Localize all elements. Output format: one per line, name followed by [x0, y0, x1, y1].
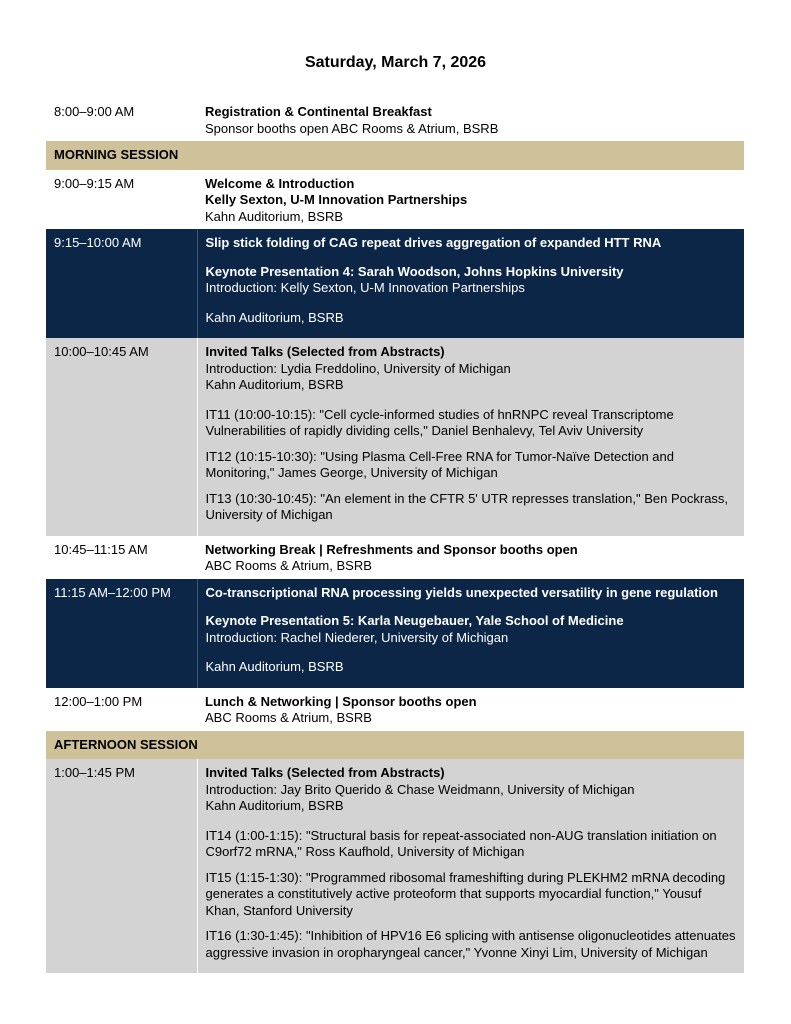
- event-speaker: Kelly Sexton, U-M Innovation Partnerships: [205, 192, 468, 207]
- description-cell: [197, 688, 744, 731]
- event-location: Kahn Auditorium, BSRB: [205, 208, 344, 224]
- event-introduction: Introduction: Rachel Niederer, University of Michigan: [205, 629, 509, 645]
- event-location: Kahn Auditorium, BSRB: [205, 659, 344, 674]
- event-location: Kahn Auditorium, BSRB: [205, 798, 344, 813]
- event-title: Lunch & Networking | Sponsor booths open: [205, 693, 477, 709]
- session-label: MORNING SESSION: [46, 141, 744, 170]
- time-cell: 9:00–9:15 AM: [46, 170, 197, 230]
- talk-item: IT11 (10:00-10:15): "Cell cycle-informed studies of hnRNPC reveal Transcriptome Vulnerabilities of rapidly dividing cells," Daniel Benhalevy, Tel Aviv University: [205, 406, 674, 438]
- event-location: ABC Rooms & Atrium, BSRB: [205, 558, 372, 573]
- schedule-table: [46, 98, 744, 973]
- event-location: ABC Rooms & Atrium, BSRB: [205, 710, 372, 725]
- talk-item: IT15 (1:15-1:30): "Programmed ribosomal frameshifting during PLEKHM2 mRNA decoding generates a constitutively active proteoform that supports myocardial function," Yousuf Khan, Stanford University: [205, 869, 726, 918]
- event-title: Welcome & Introduction: [205, 175, 355, 191]
- session-label: AFTERNOON SESSION: [46, 731, 744, 760]
- event-title: Networking Break | Refreshments and Sponsor booths open: [205, 541, 578, 557]
- page-title: Saturday, March 7, 2026: [304, 54, 487, 71]
- keynote-presenter: Keynote Presentation 4: Sarah Woodson, Johns Hopkins University: [205, 263, 624, 279]
- time-cell: 8:00–9:00 AM: [46, 98, 197, 141]
- session-header-afternoon: [46, 731, 744, 760]
- schedule-row-invited-talks-2: [46, 759, 744, 973]
- talk-item: IT12 (10:15-10:30): "Using Plasma Cell-Free RNA for Tumor-Naïve Detection and Monitoring," James George, University of Michigan: [205, 448, 674, 480]
- description-cell: [197, 229, 744, 338]
- event-location: Kahn Auditorium, BSRB: [205, 377, 344, 392]
- schedule-row-networking: [46, 536, 744, 579]
- description-cell: [197, 98, 744, 141]
- schedule-row-lunch: [46, 688, 744, 731]
- keynote-talk-title: Co-transcriptional RNA processing yields unexpected versatility in gene regulation: [205, 584, 718, 600]
- event-introduction: Introduction: Lydia Freddolino, University of Michigan: [205, 360, 511, 376]
- time-cell: 10:00–10:45 AM: [46, 338, 197, 536]
- event-location: Kahn Auditorium, BSRB: [205, 309, 344, 325]
- talk-item: IT13 (10:30-10:45): "An element in the CFTR 5' UTR represses translation," Ben Pockrass, University of Michigan: [205, 490, 729, 522]
- description-cell: [197, 759, 744, 973]
- schedule-row-keynote-4: [46, 229, 744, 338]
- session-header-morning: [46, 141, 744, 170]
- event-title: Invited Talks (Selected from Abstracts): [205, 765, 445, 780]
- schedule-row-invited-talks-1: [46, 338, 744, 536]
- talk-item: IT16 (1:30-1:45): "Inhibition of HPV16 E6 splicing with antisense oligonucleotides attenuates aggressive invasion in oropharyngeal cancer," Yvonne Xinyi Lim, University of Michigan: [205, 928, 736, 960]
- description-cell: [197, 338, 744, 536]
- schedule-row-registration: [46, 98, 744, 141]
- description-cell: [197, 579, 744, 688]
- event-introduction: Introduction: Jay Brito Querido & Chase Weidmann, University of Michigan: [205, 781, 635, 797]
- time-cell: 9:15–10:00 AM: [46, 229, 197, 338]
- event-location: Sponsor booths open ABC Rooms & Atrium, BSRB: [205, 120, 499, 136]
- time-cell: 1:00–1:45 PM: [46, 759, 197, 973]
- schedule-row-welcome: [46, 170, 744, 230]
- time-cell: 11:15 AM–12:00 PM: [46, 579, 197, 688]
- event-title: Invited Talks (Selected from Abstracts): [205, 344, 445, 359]
- keynote-talk-title: Slip stick folding of CAG repeat drives aggregation of expanded HTT RNA: [205, 235, 662, 250]
- time-cell: 12:00–1:00 PM: [46, 688, 197, 731]
- description-cell: [197, 536, 744, 579]
- event-introduction: Introduction: Kelly Sexton, U-M Innovation Partnerships: [205, 280, 525, 295]
- time-cell: 10:45–11:15 AM: [46, 536, 197, 579]
- talk-item: IT14 (1:00-1:15): "Structural basis for repeat-associated non-AUG translation initiation on C9orf72 mRNA," Ross Kaufhold, University of Michigan: [205, 827, 717, 859]
- schedule-row-keynote-5: [46, 579, 744, 688]
- keynote-presenter: Keynote Presentation 5: Karla Neugebauer, Yale School of Medicine: [205, 613, 624, 628]
- event-title: Registration & Continental Breakfast: [205, 104, 432, 119]
- description-cell: [197, 170, 744, 230]
